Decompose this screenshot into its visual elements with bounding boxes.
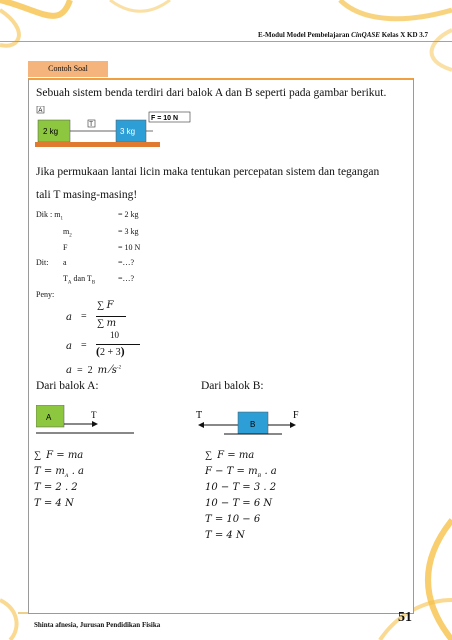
block-a-line3: T = 2 . 2	[34, 482, 78, 493]
asked-a-value: =…?	[118, 258, 135, 267]
problem-figure	[35, 106, 195, 154]
page-header: E-Modul Model Pembelajaran CinQASE Kelas X KD 3.7	[258, 31, 428, 39]
page-number: 51	[398, 610, 412, 625]
problem-line-2: Jika permukaan lantai licin maka tentukan percepatan sistem dan tegangan	[36, 166, 380, 178]
sol2-num: 10	[110, 330, 119, 340]
given-f: F	[63, 243, 68, 252]
block-b-line4: 10 − T = 6 N	[205, 498, 273, 509]
problem-line-3: tali T masing-masing!	[36, 189, 138, 201]
sol1-num: ∑ F	[97, 300, 114, 311]
sol1-eq: =	[81, 311, 87, 322]
asked-tensions-value: =…?	[118, 274, 135, 283]
section-tab: Contoh Soal	[28, 61, 108, 77]
block-b-line6: T = 4 N	[205, 530, 245, 541]
block-a-line1: ∑ F = ma	[34, 450, 84, 461]
sol1-den: ∑ m	[97, 318, 117, 329]
asked-a: a	[63, 258, 67, 267]
block-b-line2: $F - T = m_B$ . a	[205, 466, 277, 479]
given-m2: $m_2$	[63, 227, 72, 239]
given-m2-value: = 3 kg	[118, 227, 139, 236]
problem-line-1: Sebuah sistem benda terdiri dari balok A dan B seperti pada gambar berikut.	[36, 87, 387, 99]
sol1-frac-line	[96, 316, 126, 317]
asked-label: Dit:	[36, 258, 49, 267]
block-a-line4: T = 4 N	[34, 498, 74, 509]
given-m1: Dik : $m_1$	[36, 210, 63, 222]
sol2-a: a	[66, 341, 72, 352]
figure-label-t: T	[89, 122, 93, 128]
block-a-line2: $T = m_A$ . a	[34, 466, 85, 479]
sol3: a = 2 m $⁄s^{-2}$	[66, 361, 122, 376]
block-b-line3: 10 − T = 3 . 2	[205, 482, 277, 493]
footer-author: Shinta afnesia, Jurusan Pendidikan Fisika	[34, 621, 161, 629]
block-b-line5: T = 10 − 6	[205, 514, 261, 525]
figure-mass-b: 3 kg	[120, 127, 136, 136]
asked-tensions: $T_A$ dan $T_B$	[63, 274, 96, 286]
sol1-a: a	[66, 312, 72, 323]
block-b-f: F	[293, 410, 299, 421]
header-rule	[0, 41, 452, 42]
block-a-t: T	[91, 410, 97, 420]
sol2-den: (2 + 3)	[96, 344, 125, 358]
block-a-label: A	[46, 413, 52, 422]
block-b-t: T	[196, 410, 203, 421]
given-f-value: = 10 N	[118, 243, 141, 252]
solution-label: Peny:	[36, 290, 55, 299]
figure-mass-a: 2 kg	[43, 127, 59, 136]
figure-force: F = 10 N	[151, 115, 179, 122]
block-b-heading: Dari balok B:	[201, 380, 264, 392]
sol2-eq: =	[81, 340, 87, 351]
block-b-diagram	[196, 404, 302, 438]
block-b-line1: ∑ F = ma	[205, 450, 255, 461]
block-a-heading: Dari balok A:	[36, 380, 99, 392]
figure-label-a: A	[38, 108, 43, 114]
given-m1-value: = 2 kg	[118, 210, 139, 219]
block-a-diagram	[36, 405, 136, 437]
block-b-label: B	[250, 420, 256, 429]
